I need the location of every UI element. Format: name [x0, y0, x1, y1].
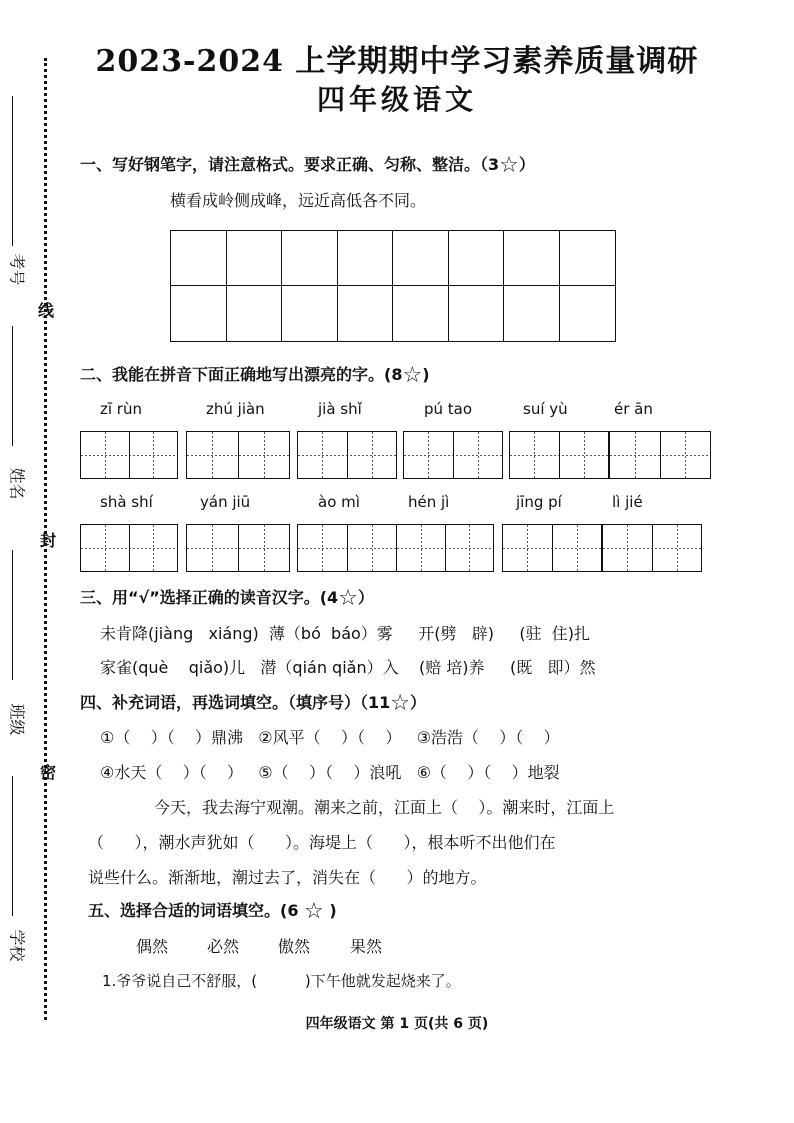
section4-idioms-line2[interactable]: ④水天（ ）（ ） ⑤（ ）（ ）浪吼 ⑥（ ）（ ）地裂 [100, 763, 560, 782]
section2-heading: 二、我能在拼音下面正确地写出漂亮的字。(8☆) [80, 363, 430, 388]
star-icon: ☆ [499, 153, 519, 178]
tianzige-box[interactable] [602, 524, 702, 572]
tianzige-box[interactable] [609, 431, 711, 479]
word-choice: 必然 [207, 937, 240, 956]
section3-line2[interactable]: 家雀(què qiǎo)儿 潜（qián qiǎn）入 (赔 培)养 (既 即）然 [100, 658, 596, 677]
exam-number-underline [12, 96, 13, 246]
tianzige-box[interactable] [509, 431, 609, 479]
section3-line1[interactable]: 未肯降(jiàng xiáng) 薄（bó báo）雾 开(劈 辟) (驻 住)扎 [100, 624, 591, 643]
exam-number-label: 考号 [7, 253, 27, 286]
writing-grid[interactable] [170, 230, 616, 342]
tianzige-box[interactable] [502, 524, 602, 572]
tianzige-box[interactable] [80, 431, 178, 479]
pinyin-item: jīng pí [516, 493, 562, 511]
page-title: 2023-2024 上学期期中学习素养质量调研 [95, 44, 699, 79]
star-icon: ☆ [338, 586, 358, 611]
binding-mark-secret: 密 [40, 763, 57, 782]
page-footer: 四年级语文 第 1 页(共 6 页) [305, 1016, 489, 1032]
section4-paragraph-line3[interactable]: 说些什么。渐渐地，潮过去了，消失在（ ）的地方。 [88, 868, 487, 887]
tianzige-box[interactable] [186, 431, 290, 479]
section4-idioms-line1[interactable]: ①（ ）（ ）鼎沸 ②风平（ ）（ ） ③浩浩（ ）（ ） [100, 728, 560, 747]
pinyin-item: suí yù [523, 400, 568, 418]
star-icon: ☆ [402, 363, 423, 388]
tianzige-box[interactable] [297, 431, 397, 479]
pinyin-item: zhú jiàn [206, 400, 265, 418]
word-choice: 偶然 [136, 937, 169, 956]
pinyin-item: yán jiū [200, 493, 251, 511]
tianzige-box[interactable] [80, 524, 178, 572]
tianzige-box[interactable] [403, 431, 503, 479]
section1-poem: 横看成岭侧成峰，远近高低各不同。 [170, 191, 427, 210]
word-choice: 果然 [350, 937, 383, 956]
star-icon: ☆ [304, 899, 324, 924]
class-underline [12, 550, 13, 680]
tianzige-box[interactable] [396, 524, 494, 572]
section1-heading: 一、写好钢笔字，请注意格式。要求正确、匀称、整洁。（3☆） [80, 153, 535, 178]
class-label: 班级 [7, 703, 27, 736]
section4-paragraph-line1[interactable]: 今天，我去海宁观潮。潮来之前，江面上（ ）。潮来时，江面上 [154, 798, 615, 817]
word-choice: 傲然 [278, 937, 311, 956]
school-label: 学校 [7, 929, 27, 962]
tianzige-box[interactable] [297, 524, 397, 572]
star-icon: ☆ [390, 691, 411, 716]
pinyin-item: jià shǐ [318, 400, 362, 418]
binding-mark-line: 线 [38, 301, 55, 320]
binding-mark-seal: 封 [40, 531, 57, 550]
pinyin-item: lì jié [612, 493, 643, 511]
page-subtitle: 四年级语文 [316, 83, 477, 116]
pinyin-item: shà shí [100, 493, 153, 511]
pinyin-item: pú tao [424, 400, 473, 418]
section3-heading: 三、用“√”选择正确的读音汉字。(4☆） [80, 586, 374, 611]
section4-paragraph-line2[interactable]: （ ），潮水声犹如（ ）。海堤上（ ），根本听不出他们在 [88, 833, 556, 852]
pinyin-item: ào mì [318, 493, 360, 511]
name-label: 姓名 [7, 467, 27, 500]
tianzige-box[interactable] [186, 524, 290, 572]
pinyin-item: zī rùn [100, 400, 142, 418]
section5-question1[interactable]: 1.爷爷说自己不舒服，( )下午他就发起烧来了。 [102, 972, 461, 990]
name-underline [12, 326, 13, 446]
section4-heading: 四、补充词语，再选词填空。（填序号）（11☆） [80, 691, 427, 716]
section5-heading: 五、选择合适的词语填空。(6 ☆ ) [88, 899, 337, 924]
pinyin-item: hén jì [408, 493, 450, 511]
school-underline [12, 776, 13, 916]
pinyin-item: ér ān [614, 400, 653, 418]
